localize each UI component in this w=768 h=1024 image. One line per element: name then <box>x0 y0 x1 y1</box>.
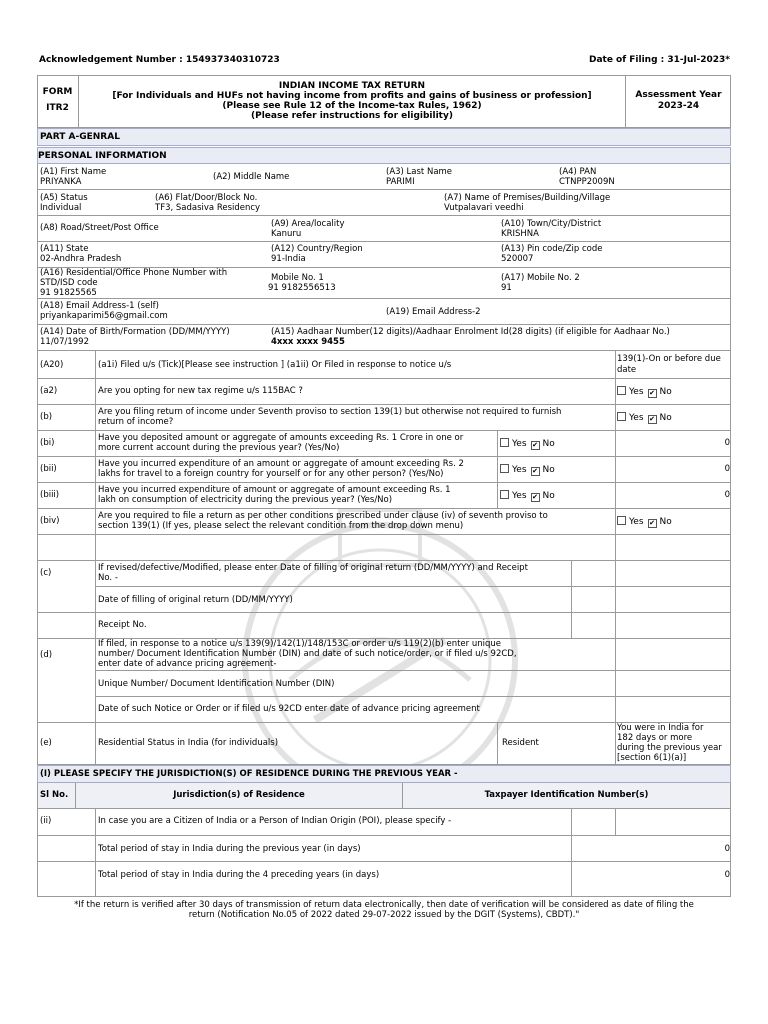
mobile1-value: 91 9182556513 <box>268 283 336 293</box>
a20-answer-cont: date <box>617 365 637 375</box>
biv-question: Are you required to file a return as per other conditions prescribed under clause (iv) of seventh proviso to <box>98 511 548 521</box>
pincode-label: (A13) Pin code/Zip code <box>501 244 603 254</box>
jurisdiction-heading: (I) PLEASE SPECIFY THE JURISDICTION(S) OF RESIDENCE DURING THE PREVIOUS YEAR - <box>40 769 458 779</box>
jurisdiction-header: Jurisdiction(s) of Residence <box>173 790 305 800</box>
biii-question-cont: lakh on consumption of electricity during the previous year? (Yes/No) <box>98 495 393 505</box>
eligibility-note: (Please refer instructions for eligibility) <box>251 111 453 121</box>
stay-4-years-label: Total period of stay in India during the 4 preceding years (in days) <box>98 870 380 880</box>
mobile1-label: Mobile No. 1 <box>271 273 324 283</box>
original-return-date-label: Date of filling of original return (DD/MM/YYYY) <box>98 595 293 605</box>
bi-question: Have you deposited amount or aggregate of amounts exceeding Rs. 1 Crore in one or <box>98 433 464 443</box>
citizen-poi-question: In case you are a Citizen of India or a Person of Indian Origin (POI), please specify - <box>98 816 452 826</box>
dob-label: (A14) Date of Birth/Formation (DD/MM/YYYY) <box>40 327 230 337</box>
biv-question-cont: section 139(1) (If yes, please select the relevant condition from the drop down menu) <box>98 521 464 531</box>
d-question-cont2: enter date of advance pricing agreement- <box>98 659 277 669</box>
yes-checkbox[interactable] <box>500 490 509 499</box>
bi-yes-no[interactable]: Yes ✔ No <box>500 438 555 450</box>
last-name-value: PARIMI <box>386 177 415 187</box>
part-a-heading: PART A-GENRAL <box>40 132 120 142</box>
a20-code: (A20) <box>40 360 64 370</box>
bi-amount: 0 <box>724 438 730 448</box>
country-value: 91-India <box>271 254 306 264</box>
return-title: INDIAN INCOME TAX RETURN <box>278 81 426 91</box>
biii-question: Have you incurred expenditure of amount or aggregate of amount exceeding Rs. 1 <box>98 485 451 495</box>
country-label: (A12) Country/Region <box>271 244 363 254</box>
residential-status-label: Residential Status in India (for individuals) <box>98 738 279 748</box>
din-label: Unique Number/ Document Identification Number (DIN) <box>98 679 335 689</box>
stay-previous-year-label: Total period of stay in India during the previous year (in days) <box>98 844 361 854</box>
biii-code: (biii) <box>40 490 60 500</box>
assessment-year-value: 2023-24 <box>657 101 700 111</box>
pan-value: CTNPP2009N <box>559 177 615 187</box>
first-name-label: (A1) First Name <box>40 167 107 177</box>
bii-question: Have you incurred expenditure of an amount or aggregate of amount exceeding Rs. 2 <box>98 459 464 469</box>
footer-note: *If the return is verified after 30 days of transmission of return data electronically, then date of verification will be considered as date of filing the <box>74 900 694 910</box>
dob-value: 11/07/1992 <box>40 337 89 347</box>
acknowledgement-number: Acknowledgement Number : 154937340310723 <box>39 55 280 65</box>
biii-amount: 0 <box>724 490 730 500</box>
town-label: (A10) Town/City/District <box>501 219 602 229</box>
no-checkbox[interactable]: ✔ <box>649 389 655 397</box>
pan-label: (A4) PAN <box>559 167 597 177</box>
residency-note-4: [section 6(1)(a)] <box>617 753 687 763</box>
yes-checkbox[interactable] <box>617 386 626 395</box>
residency-note-3: during the previous year <box>617 743 722 753</box>
receipt-no-label: Receipt No. <box>98 620 147 630</box>
b-yes-no[interactable]: Yes ✔ No <box>617 412 672 424</box>
date-of-filing: Date of Filing : 31-Jul-2023* <box>588 55 730 65</box>
area-label: (A9) Area/locality <box>271 219 345 229</box>
rule-reference: (Please see Rule 12 of the Income-tax Rules, 1962) <box>222 101 482 111</box>
flat-value: TF3, Sadasiva Residency <box>155 203 261 213</box>
phone-value: 91 91825565 <box>40 288 97 298</box>
c-question: If revised/defective/Modified, please enter Date of filling of original return (DD/MM/YYYY) and Receipt <box>98 563 528 573</box>
e-code: (e) <box>40 738 52 748</box>
a2-code: (a2) <box>40 386 58 396</box>
tin-header: Taxpayer Identification Number(s) <box>484 790 649 800</box>
bi-code: (bi) <box>40 438 55 448</box>
status-value: Individual <box>40 203 82 213</box>
stay-4-years-value: 0 <box>724 870 730 880</box>
c-code: (c) <box>40 568 52 578</box>
personal-info-heading: PERSONAL INFORMATION <box>38 151 167 161</box>
premises-value: Vutpalavari veedhi <box>444 203 524 213</box>
aadhaar-label: (A15) Aadhaar Number(12 digits)/Aadhaar Enrolment Id(28 digits) (if eligible for Aadhaar No.) <box>271 327 670 337</box>
area-value: Kanuru <box>271 229 302 239</box>
d-code: (d) <box>40 650 53 660</box>
residential-status-value: Resident <box>502 738 539 748</box>
state-label: (A11) State <box>40 244 89 254</box>
biv-yes-no[interactable]: Yes ✔ No <box>617 516 672 528</box>
residency-note-1: You were in India for <box>617 723 704 733</box>
return-subtitle: [For Individuals and HUFs not having income from profits and gains of business or profession] <box>112 91 592 101</box>
flat-label: (A6) Flat/Door/Block No. <box>155 193 258 203</box>
yes-checkbox[interactable] <box>500 464 509 473</box>
town-value: KRISHNA <box>501 229 539 239</box>
first-name-value: PRIYANKA <box>40 177 82 187</box>
phone-label: (A16) Residential/Office Phone Number with <box>40 268 228 278</box>
part-a-band <box>37 128 731 146</box>
ii-code: (ii) <box>40 816 52 826</box>
assessment-year-label: Assessment Year <box>635 90 722 100</box>
residency-note-2: 182 days or more <box>617 733 693 743</box>
mobile2-label: (A17) Mobile No. 2 <box>501 273 580 283</box>
c-question-cont: No. - <box>98 573 118 583</box>
road-label: (A8) Road/Street/Post Office <box>40 223 159 233</box>
bii-amount: 0 <box>724 464 730 474</box>
no-checkbox[interactable]: ✔ <box>532 441 538 449</box>
yes-checkbox[interactable] <box>617 412 626 421</box>
sl-no-header: Sl No. <box>40 790 69 800</box>
b-question: Are you filing return of income under Seventh proviso to section 139(1) but otherwise not required to furnish <box>98 407 562 417</box>
a2-yes-no[interactable]: Yes ✔ No <box>617 386 672 398</box>
a2-question: Are you opting for new tax regime u/s 115BAC ? <box>98 386 303 396</box>
bi-question-cont: more current account during the previous year? (Yes/No) <box>98 443 340 453</box>
a20-answer: 139(1)-On or before due <box>617 354 721 364</box>
email1-label: (A18) Email Address-1 (self) <box>40 301 159 311</box>
last-name-label: (A3) Last Name <box>386 167 453 177</box>
b-code: (b) <box>40 412 53 422</box>
email2-label: (A19) Email Address-2 <box>386 307 481 317</box>
b-question-cont: return of income? <box>98 417 174 427</box>
d-question: If filed, in response to a notice u/s 139(9)/142(1)/148/153C or order u/s 119(2)(b) enter unique <box>98 639 501 649</box>
biv-code: (biv) <box>40 516 60 526</box>
no-checkbox[interactable]: ✔ <box>649 519 655 527</box>
aadhaar-value: 4xxx xxxx 9455 <box>271 337 345 347</box>
mobile2-value: 91 <box>501 283 512 293</box>
footer-note-cont: return (Notification No.05 of 2022 dated 29-07-2022 issued by the DGIT (Systems), CBDT)." <box>188 910 580 920</box>
pincode-value: 520007 <box>501 254 534 264</box>
bii-question-cont: lakhs for travel to a foreign country for yourself or for any other person? (Yes/No) <box>98 469 444 479</box>
bii-code: (bii) <box>40 464 57 474</box>
email1-value: priyankaparimi56@gmail.com <box>40 311 168 321</box>
yes-checkbox[interactable] <box>500 438 509 447</box>
biii-yes-no[interactable]: Yes ✔ No <box>500 490 555 502</box>
status-label: (A5) Status <box>40 193 88 203</box>
phone-label-cont: STD/ISD code <box>40 278 98 288</box>
form-code: ITR2 <box>46 103 69 113</box>
premises-label: (A7) Name of Premises/Building/Village <box>444 193 611 203</box>
middle-name-label: (A2) Middle Name <box>213 172 290 182</box>
no-checkbox[interactable]: ✔ <box>532 493 538 501</box>
state-value: 02-Andhra Pradesh <box>40 254 122 264</box>
form-label: FORM <box>42 87 73 97</box>
bii-yes-no[interactable]: Yes ✔ No <box>500 464 555 476</box>
stay-previous-year-value: 0 <box>724 844 730 854</box>
d-question-cont: number/ Document Identification Number (DIN) and date of such notice/order, or if filed u/s 92CD, <box>98 649 517 659</box>
no-checkbox[interactable]: ✔ <box>532 467 538 475</box>
notice-date-label: Date of such Notice or Order or if filed u/s 92CD enter date of advance pricing agreement <box>98 704 480 714</box>
yes-checkbox[interactable] <box>617 516 626 525</box>
a20-question: (a1i) Filed u/s (Tick)[Please see instruction ] (a1ii) Or Filed in response to notice u/s <box>98 360 452 370</box>
no-checkbox[interactable]: ✔ <box>649 415 655 423</box>
